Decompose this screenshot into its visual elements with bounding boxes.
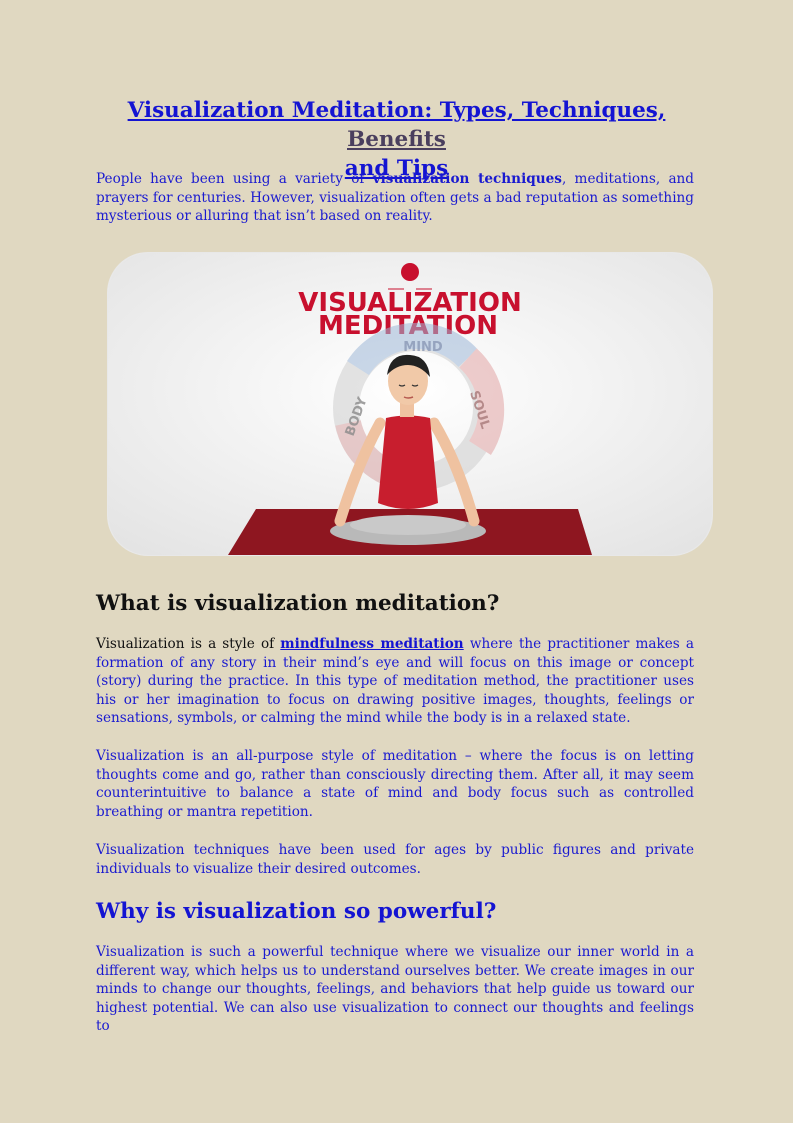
- hero-line-1: VISUALIZATION: [298, 288, 522, 318]
- ring-word-soul: SOUL: [466, 388, 493, 431]
- ring-word-mind: MIND: [403, 340, 443, 355]
- section-heading-why-powerful: Why is visualization so powerful?: [96, 899, 497, 924]
- hero-line-2: MEDITATION: [318, 311, 498, 341]
- section1-p1-before: Visualization is a style of: [96, 636, 281, 652]
- title-part-1: Visualization Meditation: Types, Techniques,: [127, 98, 666, 123]
- intro-text-before: People have been using a variety of: [96, 171, 373, 187]
- section1-paragraph-1: [96, 635, 694, 728]
- title-part-2: Benefits: [347, 127, 446, 152]
- section-heading-what-is: What is visualization meditation?: [96, 591, 500, 616]
- title-link[interactable]: [128, 98, 666, 181]
- intro-paragraph: [96, 170, 694, 226]
- section1-paragraph-2: Visualization is an all-purpose style of meditation – where the focus is on letting thoughts come and go, rather than consciously directing them. After all, it may seem counterintuitive to balance a state of mind and body focus such as controlled breathing or mantra repetition.: [96, 748, 694, 820]
- ring-word-body: BODY: [342, 395, 371, 439]
- section2-paragraph-1: Visualization is such a powerful technique where we visualize our inner world in a different way, which helps us to understand ourselves better. We create images in our minds to change our thoughts, feelings, and behaviors that help guide us toward our highest potential. We can also use visualization to connect our thoughts and feelings to: [96, 944, 694, 1035]
- intro-bold-phrase: visualization techniques: [372, 171, 562, 187]
- section1-paragraph-3: Visualization techniques have been used for ages by public figures and private individuals to visualize their desired outcomes.: [96, 842, 694, 877]
- mindfulness-meditation-link[interactable]: mindfulness meditation: [280, 636, 464, 652]
- section1-p1-after: where the practitioner makes a formation of any story in their mind’s eye and will focus on this image or concept (story) during the practice. In this type of meditation method, the practitioner uses his or her imagination to focus on drawing positive images, thoughts, feelings or sensations, symbols, or calming the mind while the body is in a relaxed state.: [96, 636, 694, 727]
- meditation-illustration: [108, 253, 712, 555]
- hero-image: [108, 253, 712, 555]
- intro-text-after: , meditations, and prayers for centuries. However, visualization often gets a bad reputation as something mysterious or alluring that isn’t based on reality.: [96, 171, 695, 225]
- logo-badge-icon: [401, 263, 419, 281]
- title-part-3: and Tips: [344, 156, 449, 181]
